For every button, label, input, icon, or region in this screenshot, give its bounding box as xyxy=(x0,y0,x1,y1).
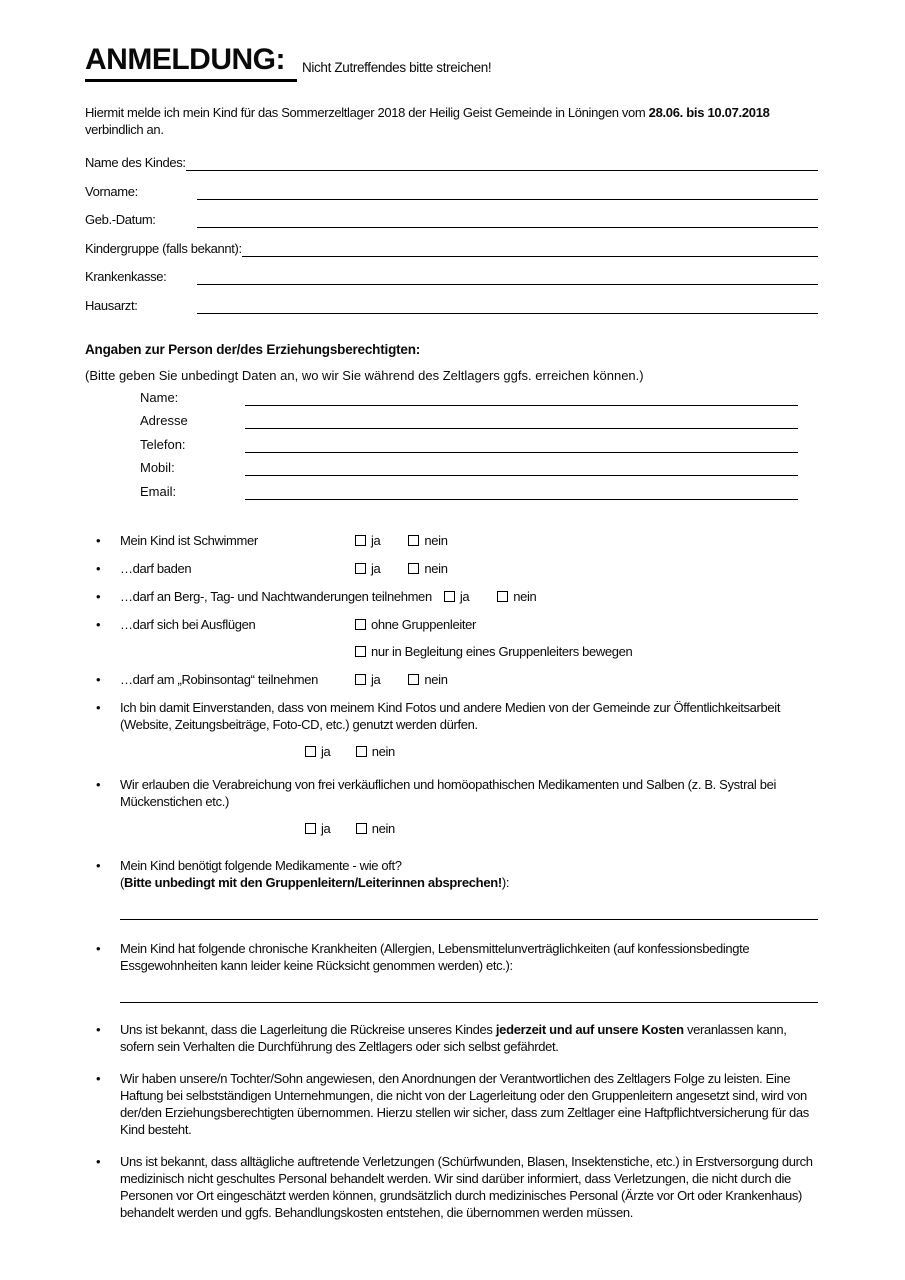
consent-text-baden: …darf baden xyxy=(120,560,192,576)
guardian-email-input-line[interactable] xyxy=(245,485,798,500)
term-rueckreise-text xyxy=(120,1021,818,1055)
form-title-note: Nicht Zutreffendes bitte streichen! xyxy=(301,60,492,75)
medication-text xyxy=(120,857,818,891)
checkbox-icon[interactable] xyxy=(497,591,508,602)
field-row-guardian-adresse xyxy=(140,412,798,429)
bullet-icon: • xyxy=(96,588,101,604)
term-text-post: veranlassen kann, sofern sein Verhalten die Durchführung des Zeltlagers oder sich selbst gefährdet. xyxy=(120,1021,787,1054)
intro-dates: 28.06. bis 10.07.2018 xyxy=(648,105,770,120)
terms-section xyxy=(85,1021,818,1221)
bullet-icon: • xyxy=(96,1070,101,1086)
intro-text-pre: Hiermit melde ich mein Kind für das Sommerzeltlager 2018 der Heilig Geist Gemeinde in Löningen vom xyxy=(85,105,649,120)
checkbox-wanderungen-nein[interactable] xyxy=(497,588,536,605)
photo-consent-text: Ich bin damit Einverstanden, dass von meinem Kind Fotos und andere Medien von der Gemeinde zur Öffentlichkeitsarbeit (Website, Zeitungsbeiträge, Foto-CD, etc.) genutzt werden dürfen. xyxy=(120,699,781,732)
checkbox-label: nein xyxy=(424,560,448,576)
field-row-guardian-mobil xyxy=(140,459,798,476)
medication-paren-open: ( xyxy=(120,874,124,890)
child-fields-section xyxy=(85,154,818,314)
checkbox-label: ja xyxy=(321,820,331,836)
hausarzt-input-line[interactable] xyxy=(197,298,818,314)
bullet-icon: • xyxy=(96,1021,101,1037)
bullet-icon: • xyxy=(96,940,101,956)
term-text-bold: jederzeit und auf unsere Kosten xyxy=(495,1021,684,1037)
guardian-section xyxy=(85,341,818,500)
term-haftung xyxy=(85,1070,818,1138)
term-text-pre: Uns ist bekannt, dass die Lagerleitung die Rückreise unseres Kindes xyxy=(120,1021,496,1037)
field-row-guardian-name xyxy=(140,389,798,406)
consent-text-wanderungen: …darf an Berg-, Tag- und Nachtwanderungen teilnehmen xyxy=(120,588,432,604)
geb-datum-input-line[interactable] xyxy=(197,212,818,228)
field-label-guardian-mobil: Mobil: xyxy=(140,460,175,475)
checkbox-foto-ja[interactable] xyxy=(305,744,330,759)
checkbox-label: nein xyxy=(513,588,537,604)
consent-text-robinsontag: …darf am „Robinsontag“ teilnehmen xyxy=(120,671,318,687)
bullet-icon: • xyxy=(96,560,101,576)
medication-question: Mein Kind benötigt folgende Medikamente - wie oft? xyxy=(120,857,402,873)
checkbox-icon[interactable] xyxy=(408,563,419,574)
kindergruppe-input-line[interactable] xyxy=(242,241,818,257)
checkbox-baden-ja[interactable] xyxy=(355,560,380,577)
field-label-guardian-email: Email: xyxy=(140,483,177,499)
otc-consent-options xyxy=(85,820,818,837)
otc-consent-text: Wir erlauben die Verabreichung von frei verkäuflichen und homöopathischen Medikamenten und Salben (z. B. Systral bei Mückenstichen etc.) xyxy=(120,776,777,809)
field-row-kindergruppe xyxy=(85,240,818,257)
bullet-icon: • xyxy=(96,532,101,548)
medication-bold-note: Bitte unbedingt mit den Gruppenleitern/Leiterinnen absprechen! xyxy=(123,874,502,890)
field-row-geb-datum xyxy=(85,211,818,228)
guardian-note: (Bitte geben Sie unbedingt Daten an, wo wir Sie während des Zeltlagers ggfs. erreichen können.) xyxy=(85,367,644,383)
checkbox-label: ja xyxy=(321,743,331,759)
guardian-mobil-input-line[interactable] xyxy=(245,461,798,476)
consent-text-ausfluege: …darf sich bei Ausflügen xyxy=(120,616,256,632)
intro-paragraph xyxy=(85,104,818,138)
guardian-fields xyxy=(85,389,798,500)
checkbox-icon[interactable] xyxy=(444,591,455,602)
medication-paren-close: ): xyxy=(501,874,510,890)
term-haftung-text: Wir haben unsere/n Tochter/Sohn angewiesen, den Anordnungen der Verantwortlichen des Zeltlagers Folge zu leisten. Eine Haftung bei selbstständigen Unternehmungen, die nicht von der Lagerleitung oder den Gruppenleitern angesetzt sind, wird von der/den Erziehungsberechtigten übernommen. Hierzu stellen wir sicher, dass zum Zeltlager eine Haftpflichtversicherung für das Kind besteht. xyxy=(120,1070,809,1137)
consent-row-schwimmer xyxy=(85,532,818,549)
checkbox-icon[interactable] xyxy=(355,674,366,685)
checkbox-icon[interactable] xyxy=(356,823,367,834)
checkbox-label: ja xyxy=(371,560,381,576)
field-row-name-des-kindes xyxy=(85,154,818,171)
checkbox-label: nein xyxy=(371,743,395,759)
field-label-guardian-telefon: Telefon: xyxy=(140,436,186,452)
field-label-vorname: Vorname: xyxy=(85,183,138,199)
consent-row-robinsontag xyxy=(85,671,818,688)
checkbox-icon[interactable] xyxy=(408,535,419,546)
field-row-guardian-telefon xyxy=(140,436,798,453)
checkbox-robinsontag-ja[interactable] xyxy=(355,671,380,688)
field-row-hausarzt xyxy=(85,297,818,314)
checkbox-icon[interactable] xyxy=(356,746,367,757)
chronic-input-line[interactable] xyxy=(120,1001,818,1003)
consent-row-baden xyxy=(85,560,818,577)
guardian-telefon-input-line[interactable] xyxy=(245,438,798,453)
checkbox-icon[interactable] xyxy=(305,746,316,757)
checkbox-label: nein xyxy=(371,820,395,836)
field-label-kindergruppe: Kindergruppe (falls bekannt): xyxy=(85,240,242,256)
consent-text-schwimmer: Mein Kind ist Schwimmer xyxy=(120,532,258,548)
checkbox-icon[interactable] xyxy=(355,535,366,546)
checkbox-verabreichung-ja[interactable] xyxy=(305,821,330,836)
consent-list xyxy=(85,532,818,1221)
krankenkasse-input-line[interactable] xyxy=(197,269,818,285)
field-label-guardian-adresse: Adresse xyxy=(140,413,188,428)
checkbox-nur-in-begleitung[interactable] xyxy=(355,643,632,660)
checkbox-icon[interactable] xyxy=(305,823,316,834)
ausfluege-options xyxy=(355,616,660,660)
otc-consent-paragraph xyxy=(85,776,818,810)
checkbox-baden-nein[interactable] xyxy=(408,560,447,577)
checkbox-robinsontag-nein[interactable] xyxy=(408,671,447,688)
chronic-text: Mein Kind hat folgende chronische Krankheiten (Allergien, Lebensmittelunverträglichkeiten (auf konfessionsbedingte Essgewohnheiten kann leider keine Rücksicht genommen werden) etc.): xyxy=(120,940,750,973)
field-label-geb-datum: Geb.-Datum: xyxy=(85,212,156,227)
bullet-icon: • xyxy=(96,699,101,715)
bullet-icon: • xyxy=(96,1153,101,1169)
field-label-guardian-name: Name: xyxy=(140,389,179,405)
checkbox-label: ohne Gruppenleiter xyxy=(371,616,476,632)
guardian-name-input-line[interactable] xyxy=(245,391,798,406)
vorname-input-line[interactable] xyxy=(197,184,818,200)
form-title: ANMELDUNG: xyxy=(85,44,297,82)
term-rueckreise xyxy=(85,1021,818,1055)
checkbox-label: nur in Begleitung eines Gruppenleiters bewegen xyxy=(371,643,633,659)
checkbox-label: ja xyxy=(371,671,381,687)
name-des-kindes-input-line[interactable] xyxy=(186,155,818,171)
field-row-krankenkasse xyxy=(85,268,818,285)
field-label-name-des-kindes: Name des Kindes: xyxy=(85,155,186,170)
checkbox-label: ja xyxy=(459,588,470,604)
checkbox-schwimmer-nein[interactable] xyxy=(408,532,447,549)
checkbox-label: nein xyxy=(424,532,448,548)
guardian-adresse-input-line[interactable] xyxy=(245,414,798,429)
photo-consent-paragraph xyxy=(85,699,818,733)
term-verletzungen-text: Uns ist bekannt, dass alltägliche auftretende Verletzungen (Schürfwunden, Blasen, Insektenstiche, etc.) in Erstversorgung durch medizinisch nicht geschultes Personal behandelt werden. Wir sind darüber informiert, dass Verletzungen, die nicht durch die Personen vor Ort eingeschätzt werden können, grundsätzlich durch medizinisches Personal (Ärzte vor Ort oder Krankenhaus) behandelt werden und ggfs. Behandlungskosten entstehen, die übernommen werden müssen. xyxy=(120,1153,813,1220)
checkbox-schwimmer-ja[interactable] xyxy=(355,532,380,549)
form-header xyxy=(85,44,818,82)
checkbox-ohne-gruppenleiter[interactable] xyxy=(355,616,632,633)
checkbox-icon[interactable] xyxy=(355,646,366,657)
checkbox-verabreichung-nein[interactable] xyxy=(356,821,395,836)
field-label-hausarzt: Hausarzt: xyxy=(85,297,138,313)
bullet-icon: • xyxy=(96,857,101,873)
checkbox-label: ja xyxy=(371,532,381,548)
checkbox-icon[interactable] xyxy=(355,563,366,574)
guardian-heading: Angaben zur Person der/des Erziehungsberechtigten: xyxy=(85,341,421,357)
checkbox-icon[interactable] xyxy=(355,619,366,630)
checkbox-label: nein xyxy=(424,671,448,687)
medication-input-line[interactable] xyxy=(120,918,818,920)
term-verletzungen xyxy=(85,1153,818,1221)
field-row-guardian-email xyxy=(140,483,798,500)
checkbox-foto-nein[interactable] xyxy=(356,744,395,759)
checkbox-icon[interactable] xyxy=(408,674,419,685)
photo-consent-options xyxy=(85,743,818,760)
checkbox-wanderungen-ja[interactable] xyxy=(444,588,469,605)
bullet-icon: • xyxy=(96,776,101,792)
field-row-vorname xyxy=(85,183,818,200)
bullet-icon: • xyxy=(96,616,101,632)
consent-row-wanderungen xyxy=(85,588,818,605)
chronic-paragraph xyxy=(85,940,818,974)
bullet-icon: • xyxy=(96,671,101,687)
medication-paragraph xyxy=(85,857,818,891)
field-label-krankenkasse: Krankenkasse: xyxy=(85,269,167,284)
consent-row-ausfluege xyxy=(85,616,818,660)
intro-text-post: verbindlich an. xyxy=(85,122,164,137)
